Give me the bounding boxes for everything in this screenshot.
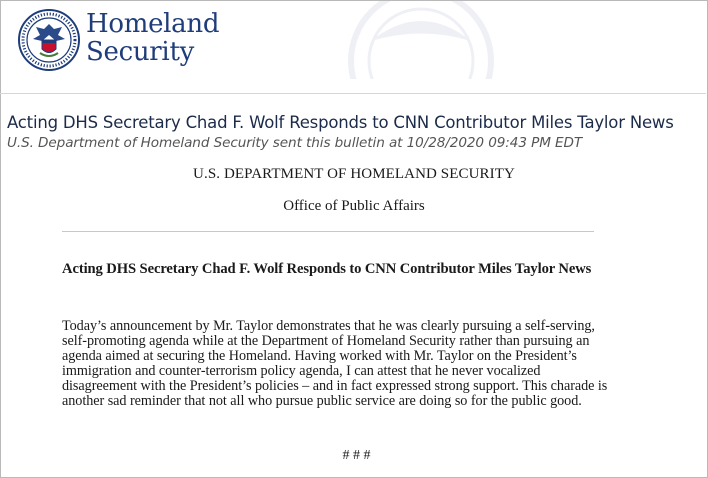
department-name: U.S. DEPARTMENT OF HOMELAND SECURITY [193, 166, 515, 182]
body-line: immigration and counter-terrorism policy agenda, I can attest that he never vocalized [62, 363, 541, 380]
body-line: disagreement with the President’s policies – and in fact expressed strong support. This charade is [62, 378, 608, 395]
body-line: another sad reminder that not all who pursue public service are doing so for the public good. [62, 393, 582, 410]
watermark-eagle-icon [271, 1, 571, 79]
bulletin-title: Acting DHS Secretary Chad F. Wolf Responds to CNN Contributor Miles Taylor News [7, 113, 674, 132]
header-banner [1, 1, 707, 79]
body-line: self-promoting agenda while at the Department of Homeland Security rather than pursuing an [62, 333, 590, 350]
release-body [62, 319, 662, 410]
brand-wordmark[interactable] [86, 11, 219, 65]
brand-line-homeland: Homeland [86, 9, 220, 39]
end-mark: # # # [342, 448, 371, 463]
header-divider [0, 93, 706, 94]
body-line: agenda aimed at securing the Homeland. Having worked with Mr. Taylor on the President’s [62, 348, 577, 365]
bulletin-meta: U.S. Department of Homeland Security sent this bulletin at 10/28/2020 09:43 PM EDT [7, 135, 583, 151]
office-name: Office of Public Affairs [283, 198, 425, 214]
release-headline: Acting DHS Secretary Chad F. Wolf Responds to CNN Contributor Miles Taylor News [62, 261, 592, 277]
section-divider [62, 231, 594, 232]
dhs-seal-icon[interactable] [18, 9, 80, 71]
brand-line-security: Security [86, 37, 194, 67]
body-line: Today’s announcement by Mr. Taylor demonstrates that he was clearly pursuing a self-serving, [62, 318, 595, 334]
